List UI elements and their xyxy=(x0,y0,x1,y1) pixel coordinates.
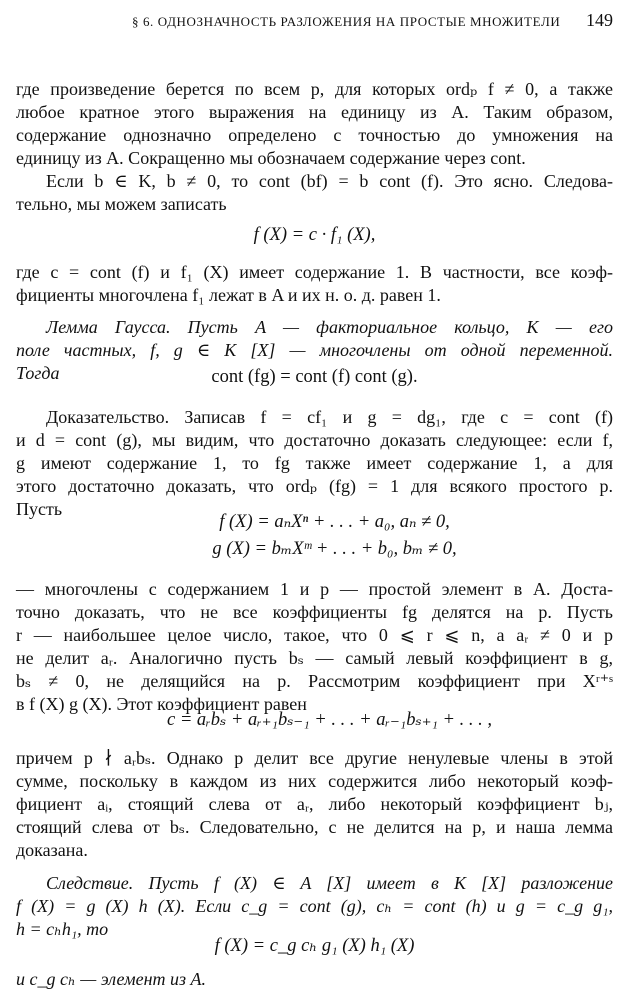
section-title: § 6. ОДНОЗНАЧНОСТЬ РАЗЛОЖЕНИЯ НА ПРОСТЫЕ МНОЖИТЕЛИ xyxy=(132,14,561,29)
text-line: этого достаточно доказать, что ordₚ (fg) = 1 для всякого простого p. xyxy=(16,476,613,496)
corollary-heading: Следствие. Пусть f (X) ∈ A [X] имеет в K [X] разложение xyxy=(46,873,613,893)
text-line: r — наибольшее целое число, такое, что 0 ⩽ r ⩽ n, а aᵣ ≠ 0 и p xyxy=(16,625,613,645)
display-formula: cont (fg) = cont (f) cont (g). xyxy=(211,367,418,387)
display-formula: g (X) = bₘXᵐ + . . . + b₀, bₘ ≠ 0, xyxy=(212,539,457,559)
text-line: точно доказать, что не все коэффициенты fg делятся на p. Пусть xyxy=(16,602,613,622)
text-line: любое кратное этого выражения на единицу из A. Таким образом, xyxy=(16,102,613,122)
text-line: содержание однозначно определено с точностью до умножения на xyxy=(16,125,613,145)
text-line: поле частных, f, g ∈ K [X] — многочлены от одной переменной. xyxy=(16,340,613,360)
text-line: Тогда xyxy=(16,363,60,383)
page-number: 149 xyxy=(586,10,613,30)
text-line: где c = cont (f) и f₁ (X) имеет содержание 1. В частности, все коэф- xyxy=(16,262,613,282)
display-formula: f (X) = c · f₁ (X), xyxy=(253,225,376,245)
text-line: тельно, мы можем записать xyxy=(16,194,227,214)
text-line: и c_g cₕ — элемент из A. xyxy=(16,969,207,989)
display-formula: c = aᵣbₛ + aᵣ₊₁bₛ₋₁ + . . . + aᵣ₋₁bₛ₊₁ + . . . , xyxy=(166,710,493,730)
display-formula: f (X) = c_g cₕ g₁ (X) h₁ (X) xyxy=(214,936,415,956)
text-line: f (X) = g (X) h (X). Если c_g = cont (g), cₕ = cont (h) и g = c_g g₁, xyxy=(16,896,613,916)
text-line: стоящий слева от bₛ. Следовательно, c не делится на p, и наша лемма xyxy=(16,817,613,837)
text-line: Если b ∈ K, b ≠ 0, то cont (bf) = b cont (f). Это ясно. Следова- xyxy=(46,171,613,191)
text-line: фициенты многочлена f₁ лежат в A и их н. о. д. равен 1. xyxy=(16,285,441,305)
text-line: — многочлены с содержанием 1 и p — простой элемент в A. Доста- xyxy=(16,579,613,599)
text-line: Пусть xyxy=(16,499,63,519)
text-line: не делит aᵣ. Аналогично пусть bₛ — самый левый коэффициент в g, xyxy=(16,648,613,668)
text-line: h = cₕh₁, то xyxy=(16,919,109,939)
proof-heading: Доказательство. Записав f = cf₁ и g = dg₁, где c = cont (f) xyxy=(46,407,613,427)
text-line: bₛ ≠ 0, не делящийся на p. Рассмотрим коэффициент при Xʳ⁺ˢ xyxy=(16,671,613,691)
text-line: в f (X) g (X). Этот коэффициент равен xyxy=(16,694,307,714)
text-line: фициент aᵢ, стоящий слева от aᵣ, либо некоторый коэффициент bⱼ, xyxy=(16,794,613,814)
running-header xyxy=(0,8,631,36)
text-line: и d = cont (g), мы видим, что достаточно доказать следующее: если f, xyxy=(16,430,613,450)
text-line: сумме, поскольку в каждом из них содержится либо некоторый коэф- xyxy=(16,771,613,791)
lemma-heading: Лемма Гаусса. Пусть A — факториальное кольцо, K — его xyxy=(46,317,613,337)
text-line: причем p ∤ aᵣbₛ. Однако p делит все другие ненулевые члены в этой xyxy=(16,748,613,768)
text-line: доказана. xyxy=(16,840,88,860)
text-line: единицу из A. Сокращенно мы обозначаем содержание через cont. xyxy=(16,148,526,168)
text-line: где произведение берется по всем p, для которых ordₚ f ≠ 0, а также xyxy=(16,79,613,99)
text-line: g имеют содержание 1, то fg также имеет содержание 1, а для xyxy=(16,453,613,473)
display-formula: f (X) = aₙXⁿ + . . . + a₀, aₙ ≠ 0, xyxy=(219,512,450,532)
